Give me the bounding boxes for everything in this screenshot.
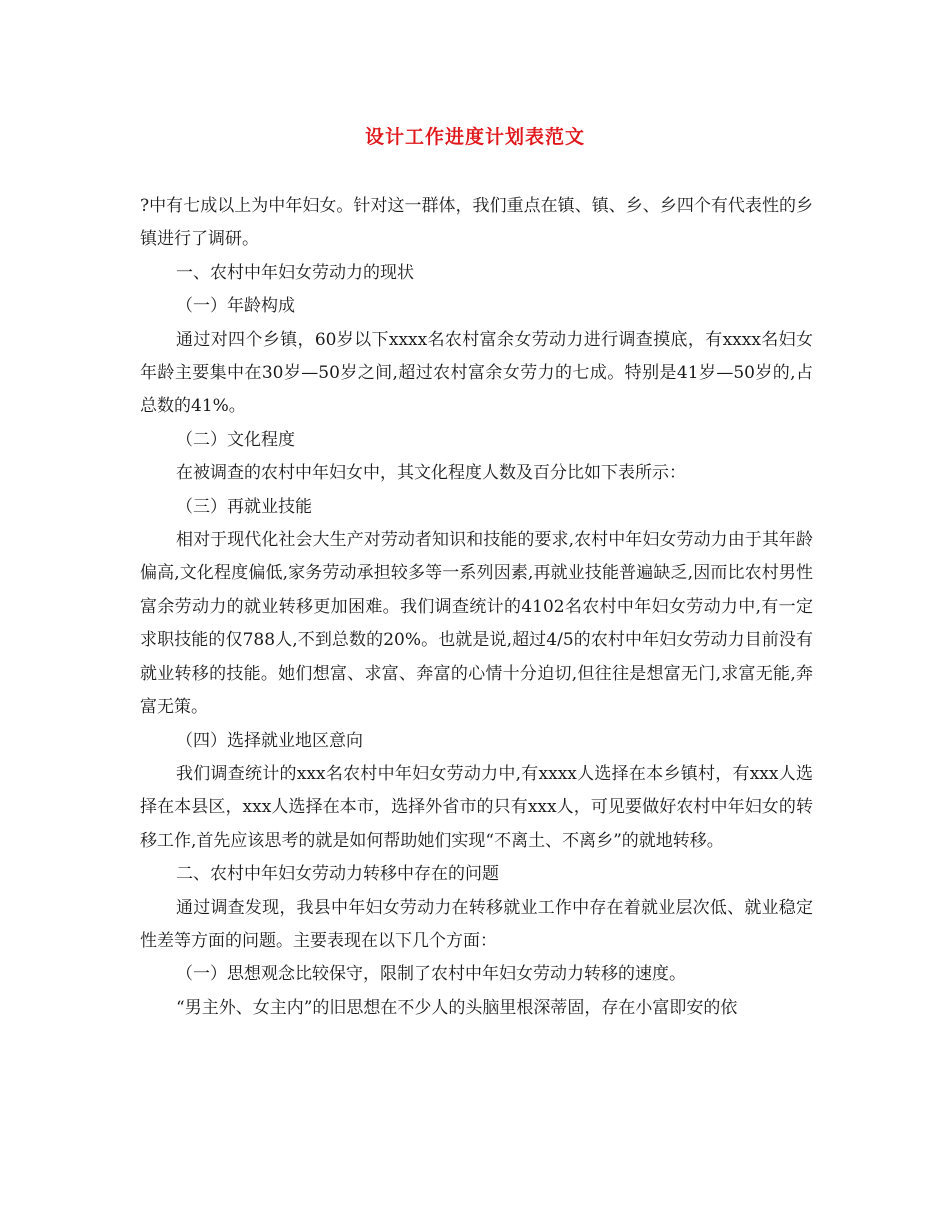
paragraph-intro: ?中有七成以上为中年妇女。针对这一群体，我们重点在镇、镇、乡、乡四个有代表性的乡镇进行了调研。	[140, 196, 813, 250]
paragraph-skills: 相对于现代化社会大生产对劳动者知识和技能的要求,农村中年妇女劳动力由于其年龄偏高,文化程度偏低,家务劳动承担较多等一系列因素,再就业技能普遍缺乏,因而比农村男性富余劳动力的就业转移更加困难。我们调查统计的4102名农村中年妇女劳动力中,有一定求职技能的仅788人,不到总数的20%。也就是说,超过4/5的农村中年妇女劳动力目前没有就业转移的技能。她们想富、求富、奔富的心情十分迫切,但往往是想富无门,求富无能,奔富无策。	[140, 530, 813, 718]
paragraph-problems: 通过调查发现，我县中年妇女劳动力在转移就业工作中存在着就业层次低、就业稳定性差等方面的问题。主要表现在以下几个方面：	[140, 897, 813, 951]
section-heading-1: 一、农村中年妇女劳动力的现状	[176, 262, 414, 283]
subheading-education: （二）文化程度	[176, 429, 295, 450]
paragraph-mindset: “男主外、女主内”的旧思想在不少人的头脑里根深蒂固，存在小富即安的依	[176, 997, 738, 1018]
section-heading-2: 二、农村中年妇女劳动力转移中存在的问题	[176, 864, 499, 885]
paragraph-region: 我们调查统计的xxx名农村中年妇女劳动力中,有xxxx人选择在本乡镇村，有xxx人选择在本县区，xxx人选择在本市，选择外省市的只有xxx人，可见要做好农村中年妇女的转移工作,首先应该思考的就是如何帮助她们实现“不离土、不离乡”的就地转移。	[140, 763, 813, 851]
subheading-skills: （三）再就业技能	[176, 496, 312, 517]
subheading-region: （四）选择就业地区意向	[176, 730, 363, 751]
document-body	[140, 190, 813, 1025]
paragraph-education: 在被调查的农村中年妇女中，其文化程度人数及百分比如下表所示：	[176, 463, 686, 484]
paragraph-age: 通过对四个乡镇，60岁以下xxxx名农村富余女劳动力进行调查摸底，有xxxx名妇女年龄主要集中在30岁—50岁之间,超过农村富余女劳力的七成。特别是41岁—50岁的,占总数的41%。	[140, 329, 813, 417]
subheading-age: （一）年龄构成	[176, 296, 295, 317]
document-title: 设计工作进度计划表范文	[364, 126, 585, 148]
subheading-mindset: （一）思想观念比较保守，限制了农村中年妇女劳动力转移的速度。	[176, 964, 686, 985]
